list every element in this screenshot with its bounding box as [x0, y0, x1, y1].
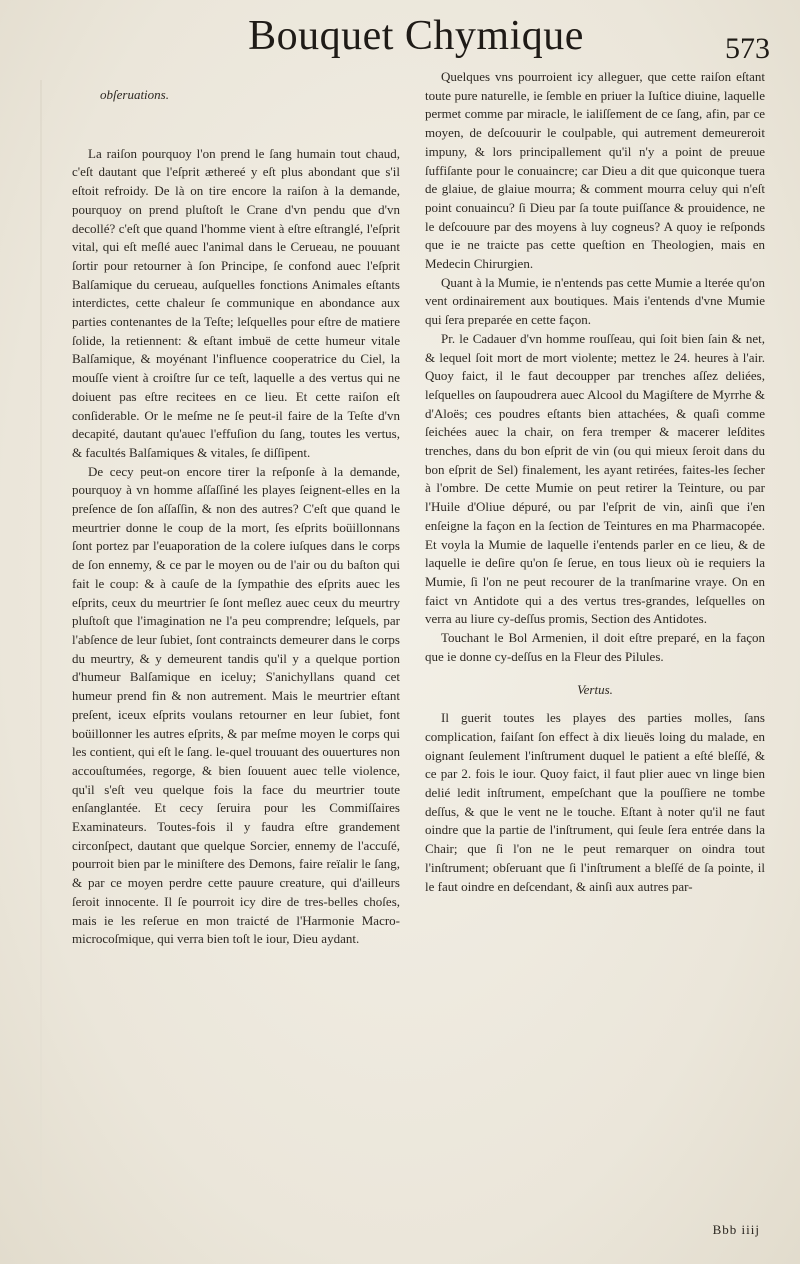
right-section-heading: Vertus.: [577, 681, 613, 697]
right-paragraph: Il guerit toutes les playes des parties molles, ſans complication, faiſant ſon effect à dix lieuës loing du malade, en oignant ſeulement l'inſtrument duquel le patient a eſté bleſſé, & ce par 2. fois le iour. Quoy faict, il faut plier auec vn linge bien delié ledit inſtrument, empeſchant que la pouſſiere ne tombe deſſus, & que le vent ne le touche. Eſtant à noter qu'il ne faut oindre que la partie de l'inſtrument, qui ſeule ſera entrée dans la Chair; que ſi l'on ne le peut remarquer on oindra tout l'inſtrument; obſeruant que ſi l'inſtrument a bleſſé de ſa pointe, il le faut oindre en deſcendant, & ainſi aux autres par-: [425, 710, 765, 894]
signature-mark: Bbb iiij: [712, 1222, 760, 1237]
left-paragraph: De cecy peut-on encore tirer la reſponſe à la demande, pourquoy à vn homme aſſaſſiné les playes ſeignent-elles en la preſence de ſon aſſaſſin, & non des autres? C'eſt que quand le meurtrier donne le coup de la mort, ſes eſprits boüillonnans ſont portez par l'euaporation de la colere iuſques dans le corps de ſon ennemy, & ce par le moyen ou de l'air ou du baſton qui fait le coup: & à cauſe de la ſympathie des eſprits auec les eſprits, ceux du meurtrier ſe ſont meſlez auec ceux du meurtry pluſtoſt que l'imagination ne l'a peu comprendre; leſquels, par l'abſence de leur ſubiet, ſont contraincts demeurer dans le corps du meurtry, & y demeurent tandis qu'il y a quelque portion d'humeur Balſamique en iceluy; S'anichyllans quand cet humeur prend fin & non autrement. Mais le meurtrier eſtant preſent, iceux eſprits voulans retourner en leur ſubiet, font boüillonner les autres eſprits, & par meſme moyen le corps qui les contient, qui eſt le ſang. le-quel trouuant des ouuertures non accouſtumées, regorge, & bien ſouuent auec telle violence, qu'il s'eſt veu quelque fois la face du meurtrier toute enſanglantée. Et cecy ſeruira pour les Commiſſaires Examinateurs. Toutes-fois il y faudra eſtre grandement circonſpect, dautant que quelque Sorcier, ennemy de l'accuſé, pourroit bien par le miniſtere des Demons, faire reïalir le ſang, & par ce moyen perdre cette pauure creature, qui d'ailleurs ſeroit innocente. Il ſe pourroit icy dire de tres-belles choſes, mais ie les reſerue en mon traicté de l'Harmonie Macro-microcoſmique, qui verra bien toſt le iour, Dieu aydant.: [72, 463, 400, 947]
left-section-heading: obſeruations.: [100, 87, 169, 102]
page-gutter-shadow: [40, 80, 42, 1220]
left-paragraph: La raiſon pourquoy l'on prend le ſang humain tout chaud, c'eſt dautant que l'eſprit æthereé y eſt plus abondant que s'il eſtoit refroidy. De là on tire encore la raiſon à la demande, pourquoy on prend pluſtoſt le Crane d'vn pendu que d'vn decollé? c'eſt que quand l'homme vient à eſtre eſtranglé, l'eſprit vital, qui eſt meſlé auec l'animal dans le Cerueau, ne pouuant ſortir pour retourner à ſon Principe, ſe confond auec l'eſprit Balſamique du cerueau, auſquelles fonctions Animales eſtants interdictes, cette chaleur ſe communique en abondance aux parties contenantes de la Teſte; leſquelles pour eſtre de matiere ſolide, la retiennent: & eſtant imbuë de cette humeur vitale Balſamique, & moyénant l'influence cooperatrice du Ciel, la mouſſe vient à croiſtre ſur ce teſt, laquelle a des vertus qui ne doiuent pas eſtre recitees en ce lieu. Et cette raiſon eſt conſiderable. Or le meſme ne ſe peut-il faire de la Teſte d'vn decapité, dautant qu'auec l'effuſion du ſang, toutes les vertus, & facultés Balſamiques & vitales, ſe diſſipent.: [72, 145, 400, 460]
right-paragraph: Touchant le Bol Armenien, il doit eſtre preparé, en la façon que ie donne cy-deſſus en la Fleur des Pilules.: [425, 630, 765, 664]
left-column: [72, 68, 400, 949]
page-number: 573: [725, 32, 770, 65]
right-paragraph: Quant à la Mumie, ie n'entends pas cette Mumie a lterée qu'on vent ordinairement aux boutiques. Mais i'entends d'vne Mumie qui ſera preparée en cette façon.: [425, 274, 765, 328]
right-column: [425, 68, 765, 896]
running-title: Bouquet Chymique: [248, 13, 584, 59]
right-paragraph: Quelques vns pourroient icy alleguer, que cette raiſon eſtant toute pure naturelle, ie ſemble en priuer la Iuſtice diuine, laquelle permet comme par miracle, le ialiſſement de ce ſang, afin, par ce moyen, de deſcouurir le coulpable, qui autrement demeureroit impuny, & lors principallement qu'il n'y a point de preuue ſuffiſante pour le conuaincre; car Dieu a dit que quiconque tuera de glaiue, de glaiue mourra; & comment mourra celuy qui n'eſt point conuaincu? ſi Dieu par ſa toute puiſſance & prouidence, ne le deſcouure par des moyens à luy cogneus? A quoy ie reſponds que ie ne traicte pas cette queſtion en Theologien, mais en Medecin Chirurgien.: [425, 69, 765, 272]
page-header: [0, 10, 800, 70]
right-paragraph: Pr. le Cadauer d'vn homme rouſſeau, qui ſoit bien ſain & net, & lequel ſoit mort de mort violente; mettez le 24. heures à l'air. Quoy faict, il le faut decoupper par trenches aſſez deliées, leſquelles on ſaupoudrera auec Alcool du Magiſtere de Myrrhe & d'Aloës; ces poudres eſtants bien attachées, & quaſi comme ſeichées auec la chair, on fera tremper & macerer leſdites trenches, dans du bon eſprit de vin (ou qui mieux ſeroit dans du bon eſprit de Sel) finalement, les ayant retirées, faites-les ſecher à l'ombre. De cette Mumie on peut retirer la Teinture, ou par l'Huile d'Oliue dépuré, ou par l'eſprit de vin, ainſi que i'en enſeigne la façon en la ſection de Teintures en ma Pharmacopée. Et voyla la Mumie de laquelle i'entends parler en ce lieu, & de laquelle ie deſire qu'on ſe ſerue, en tous lieux où ie requiers la Mumie, ſi l'on ne peut recourer de la tranſmarine vraye. On en faict vn Antidote qui a des vertus tres-grandes, leſquelles on verra au liure cy-deſſus promis, Section des Antidotes.: [425, 330, 765, 627]
